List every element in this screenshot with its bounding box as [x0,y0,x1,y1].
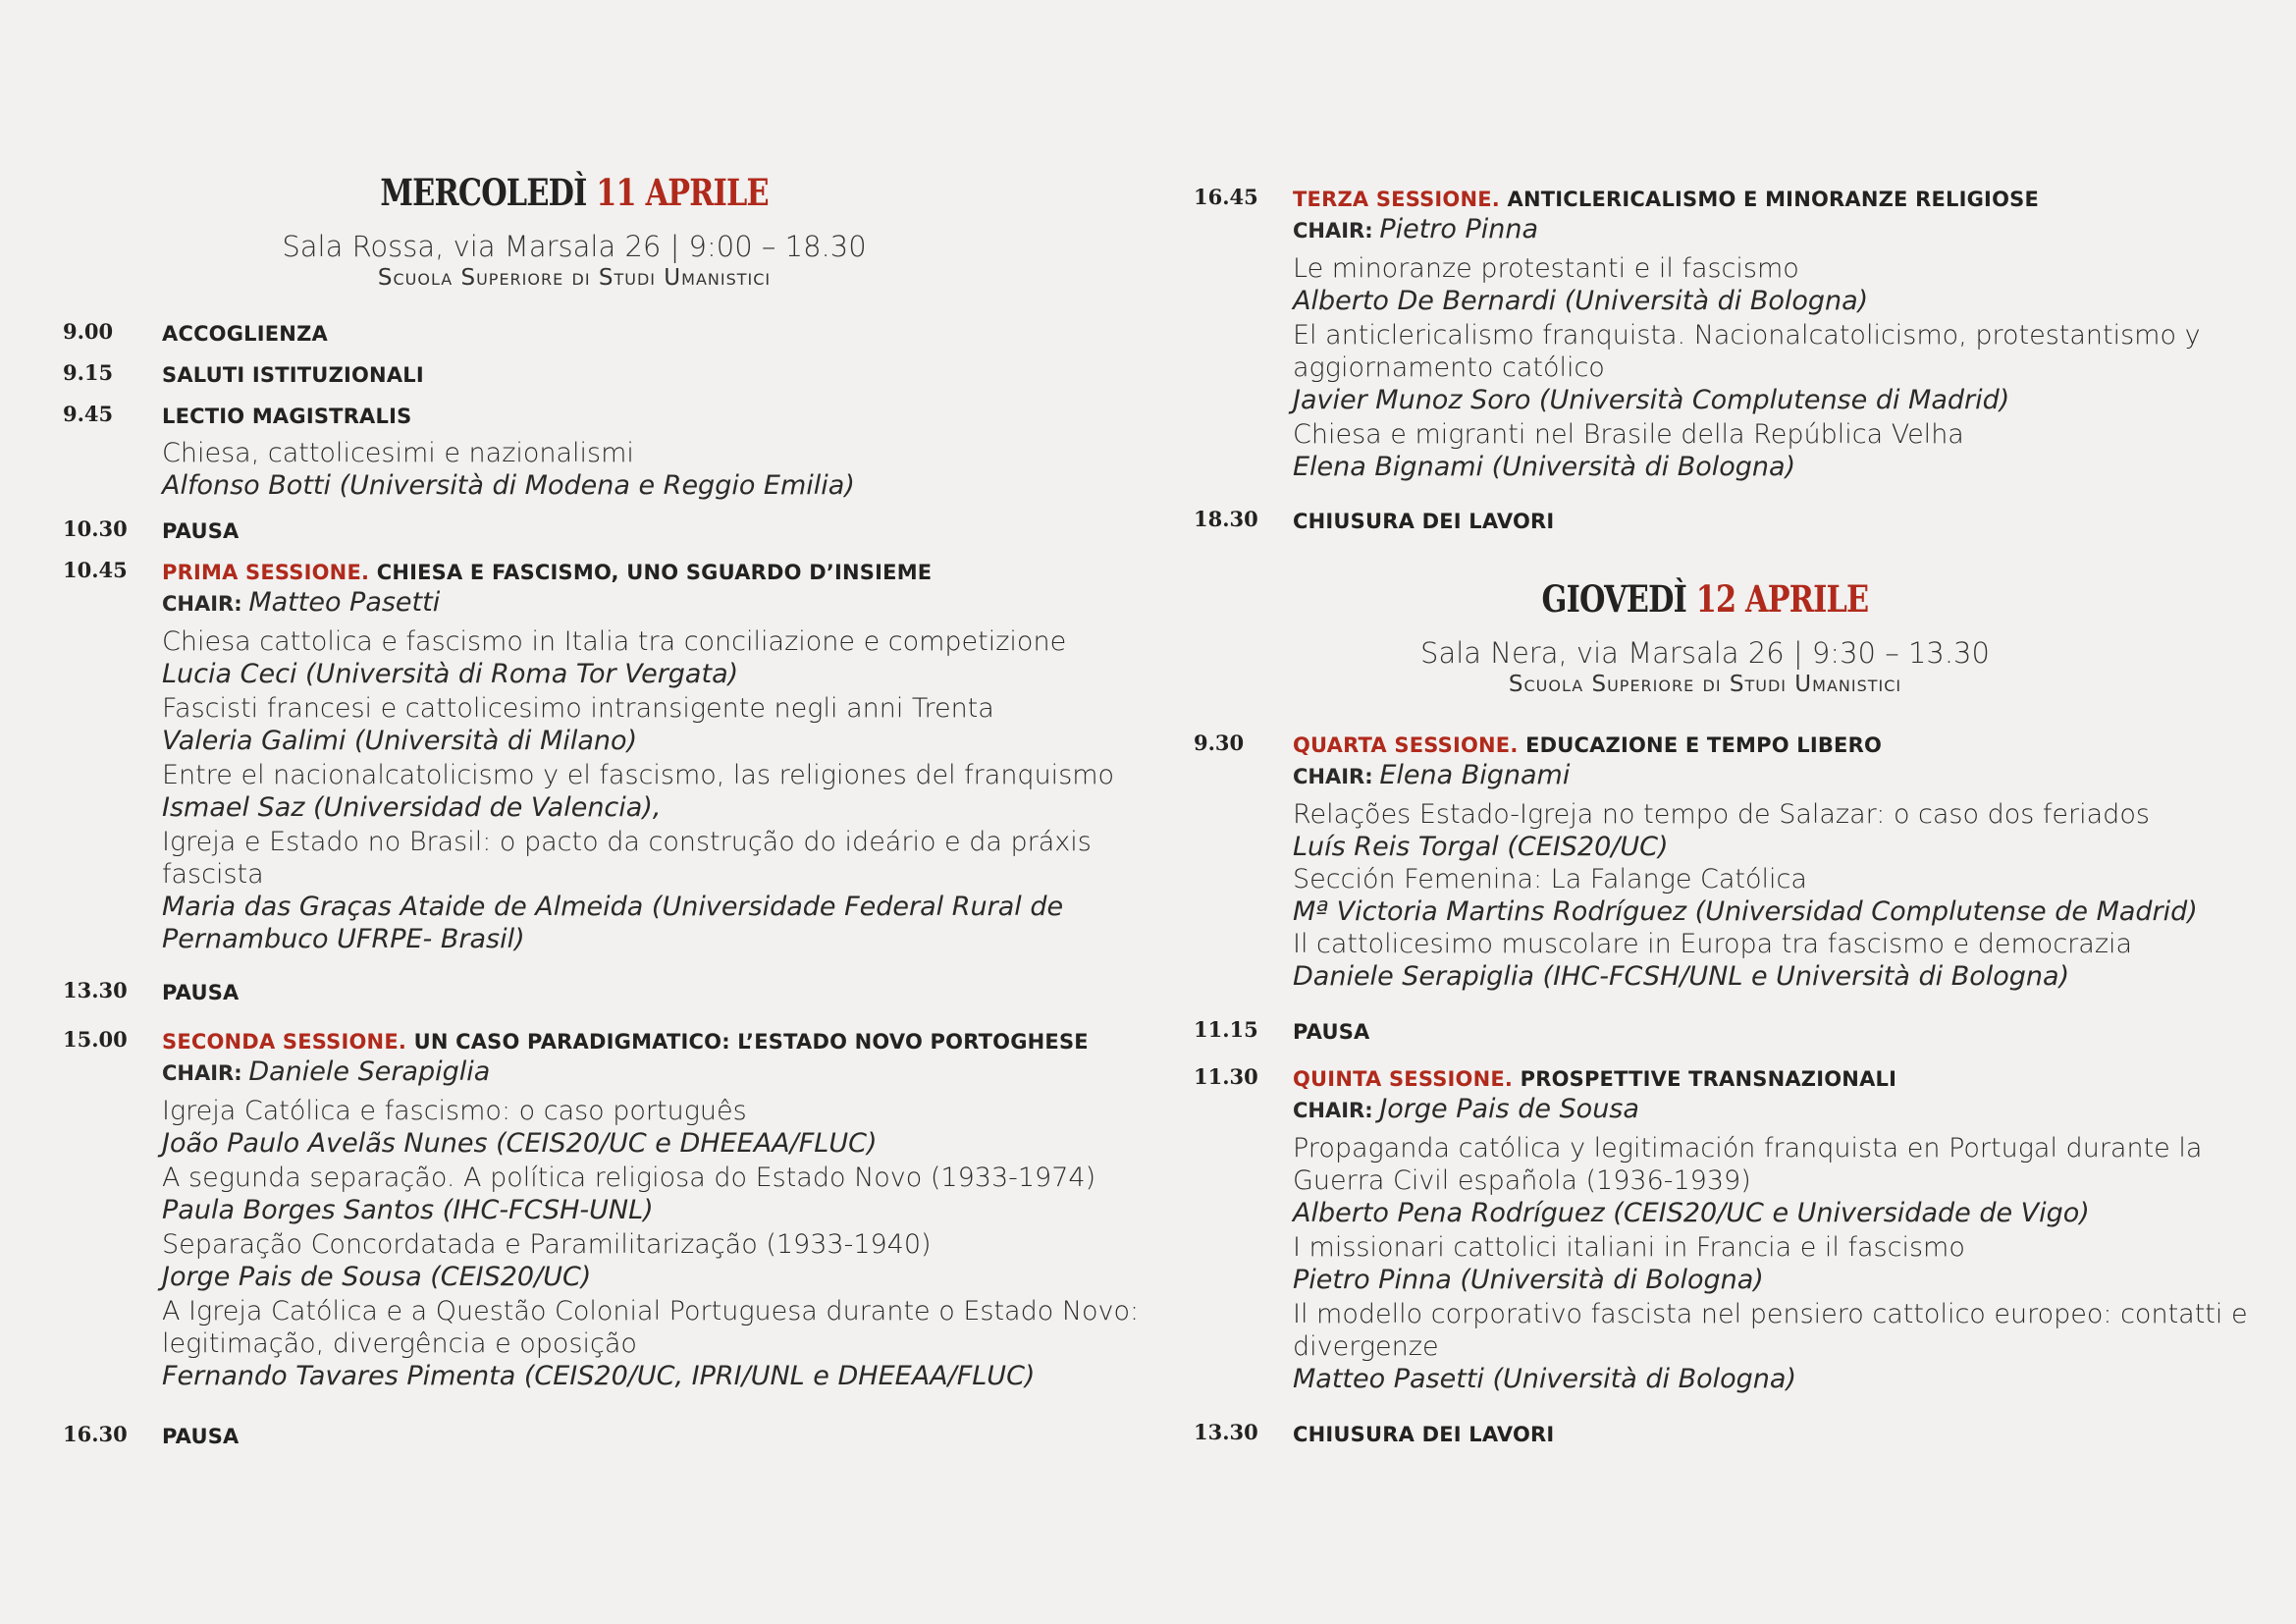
chair-label: CHAIR: [162,592,242,616]
day-title [380,171,768,214]
talk-speaker: Luís Reis Torgal (CEIS20/UC) [1293,832,1669,862]
talk [162,826,1152,955]
day-header-thursday [1194,577,2216,697]
talk-speaker: João Paulo Avelãs Nunes (CEIS20/UC e DHEEAA/FLUC) [162,1128,878,1159]
entry-time: 13.30 [1194,1420,1258,1444]
talk-title: Chiesa cattolica e fascismo in Italia tra conciliazione e competizione [162,626,1067,657]
talk-title: Igreja e Estado no Brasil: o pacto da construção do ideário e da práxis fascista [162,827,1092,890]
day-school: Scuola Superiore di Studi Umanistici [377,265,772,291]
talk [1293,1298,2264,1395]
talk [162,692,1152,757]
talk-speaker: Lucia Ceci (Università di Roma Tor Vergata) [162,659,739,689]
entry-time: 15.00 [63,1027,128,1052]
session-chair [162,587,1152,620]
chair-name: Jorge Pais de Sousa [1379,1094,1639,1124]
talk-title: Le minoranze protestanti e il fascismo [1293,253,1799,284]
talk [162,437,1152,502]
entry-heading: PAUSA [162,1425,240,1448]
entry-time: 18.30 [1194,507,1258,531]
talk [162,1162,1152,1226]
talk-title: A segunda separação. A política religiosa do Estado Novo (1933-1974) [162,1163,1096,1193]
entry-time: 16.30 [63,1422,128,1446]
entry-heading: PAUSA [1293,1020,1370,1044]
entry-heading: PAUSA [162,519,240,543]
talk-speaker: Matteo Pasetti (Università di Bologna) [1293,1364,1796,1394]
talk-title: El anticlericalismo franquista. Nacionalcatolicismo, protestantismo y aggiornamento católico [1293,320,2201,383]
talk-speaker: Valeria Galimi (Università di Milano) [162,726,638,756]
entry-time: 13.30 [63,978,128,1002]
session-title: PROSPETTIVE TRANSNAZIONALI [1520,1067,1897,1091]
talk-speaker: Pietro Pinna (Università di Bologna) [1293,1265,1764,1295]
chair-name: Matteo Pasetti [248,587,441,618]
talk [162,1228,1152,1293]
talk-speaker: Maria das Graças Ataide de Almeida (Universidade Federal Rural de Pernambuco UFRPE- Brasil) [162,892,1064,954]
day-name: GIOVEDÌ [1541,577,1687,621]
session-chair [1293,760,2264,792]
session-label: PRIMA SESSIONE. [162,561,370,584]
talk-title: Chiesa, cattolicesimi e nazionalismi [162,438,634,468]
talk-title: Entre el nacionalcatolicismo y el fascismo, las religiones del franquismo [162,760,1115,790]
talk-speaker: Elena Bignami (Università di Bologna) [1293,452,1796,482]
entry-time: 9.45 [63,402,114,426]
session-label: SECONDA SESSIONE. [162,1030,407,1054]
talk [162,625,1152,690]
entry-heading [1293,731,2264,760]
talk-speaker: Daniele Serapiglia (IHC-FCSH/UNL e Università di Bologna) [1293,961,2070,992]
entry-time: 9.30 [1194,731,1245,755]
entry-heading: CHIUSURA DEI LAVORI [1293,1423,1555,1446]
entry-heading [162,1027,1152,1056]
talk [162,1295,1152,1392]
talk-speaker: Alberto Pena Rodríguez (CEIS20/UC e Universidade de Vigo) [1293,1198,2090,1228]
day-school: Scuola Superiore di Studi Umanistici [1508,672,1902,697]
entry-heading: ACCOGLIENZA [162,322,328,346]
talk-speaker: Mª Victoria Martins Rodríguez (Universidad Complutense de Madrid) [1293,896,2198,927]
entry-heading: PAUSA [162,981,240,1004]
talk [1293,418,2264,483]
talk [1293,1132,2264,1229]
talk-speaker: Alfonso Botti (Università di Modena e Reggio Emilia) [162,470,855,501]
chair-name: Daniele Serapiglia [248,1056,491,1087]
day-venue: Sala Rossa, via Marsala 26 | 9:00 – 18.30 [282,230,867,263]
talk-speaker: Ismael Saz (Universidad de Valencia), [162,792,662,823]
talk [1293,863,2264,928]
session-title: UN CASO PARADIGMATICO: L’ESTADO NOVO PORTOGHESE [413,1030,1089,1054]
entry-heading [162,558,1152,587]
talk-title: Il modello corporativo fascista nel pensiero cattolico europeo: contatti e divergenze [1293,1299,2248,1362]
talk-title: Il cattolicesimo muscolare in Europa tra fascismo e democrazia [1293,929,2133,959]
entry-time: 16.45 [1194,185,1258,209]
talk-speaker: Paula Borges Santos (IHC-FCSH-UNL) [162,1195,654,1225]
entry-heading: LECTIO MAGISTRALIS [162,405,412,428]
talk [1293,798,2264,863]
session-title: EDUCAZIONE E TEMPO LIBERO [1525,733,1883,757]
session-label: TERZA SESSIONE. [1293,188,1500,211]
session-title: ANTICLERICALISMO E MINORANZE RELIGIOSE [1507,188,2039,211]
talk-title: Separação Concordatada e Paramilitarização (1933-1940) [162,1229,932,1260]
day-date: 12 APRILE [1695,577,1869,621]
talk-speaker: Fernando Tavares Pimenta (CEIS20/UC, IPRI/UNL e DHEEAA/FLUC) [162,1361,1036,1391]
talk-title: Igreja Católica e fascismo: o caso português [162,1096,747,1126]
entry-heading: SALUTI ISTITUZIONALI [162,363,424,387]
talk-speaker: Jorge Pais de Sousa (CEIS20/UC) [162,1262,592,1292]
session-chair [162,1056,1152,1089]
chair-name: Elena Bignami [1379,760,1571,790]
talk-title: A Igreja Católica e a Questão Colonial Portuguesa durante o Estado Novo: legitimação, divergência e oposição [162,1296,1140,1359]
session-label: QUINTA SESSIONE. [1293,1067,1514,1091]
talk [1293,928,2264,993]
day-name: MERCOLEDÌ [380,171,587,214]
talk-speaker: Alberto De Bernardi (Università di Bologna) [1293,286,1869,316]
session-label: QUARTA SESSIONE. [1293,733,1519,757]
entry-heading [1293,185,2264,214]
talk-speaker: Javier Munoz Soro (Università Complutense di Madrid) [1293,385,2010,415]
session-title: CHIESA E FASCISMO, UNO SGUARDO D’INSIEME [376,561,933,584]
talk-title: I missionari cattolici italiani in Francia e il fascismo [1293,1232,1965,1263]
talk-title: Sección Femenina: La Falange Católica [1293,864,1807,894]
entry-heading: CHIUSURA DEI LAVORI [1293,510,1555,533]
day-date: 11 APRILE [596,171,769,214]
day-venue: Sala Nera, via Marsala 26 | 9:30 – 13.30 [1420,636,1990,670]
entry-time: 10.30 [63,516,128,541]
chair-label: CHAIR: [162,1061,242,1085]
entry-time: 9.15 [63,360,114,385]
chair-label: CHAIR: [1293,219,1373,243]
talk-title: Propaganda católica y legitimación franquista en Portugal durante la Guerra Civil española (1936-1939) [1293,1133,2203,1196]
entry-time: 10.45 [63,558,128,582]
talk-title: Fascisti francesi e cattolicesimo intransigente negli anni Trenta [162,693,994,724]
session-chair [1293,1094,2264,1126]
talk-title: Relações Estado-Igreja no tempo de Salazar: o caso dos feriados [1293,799,2150,830]
chair-name: Pietro Pinna [1379,214,1539,244]
talk-title: Chiesa e migranti nel Brasile della República Velha [1293,419,1964,450]
entry-time: 9.00 [63,319,114,344]
chair-label: CHAIR: [1293,765,1373,788]
day-title [1542,577,1869,621]
entry-heading [1293,1064,2264,1094]
entry-time: 11.30 [1194,1064,1258,1089]
talk [162,759,1152,824]
talk [1293,319,2264,416]
day-header-wednesday [63,171,1086,291]
talk [162,1095,1152,1160]
entry-time: 11.15 [1194,1017,1258,1042]
session-chair [1293,214,2264,246]
chair-label: CHAIR: [1293,1099,1373,1122]
talk [1293,252,2264,317]
talk [1293,1231,2264,1296]
